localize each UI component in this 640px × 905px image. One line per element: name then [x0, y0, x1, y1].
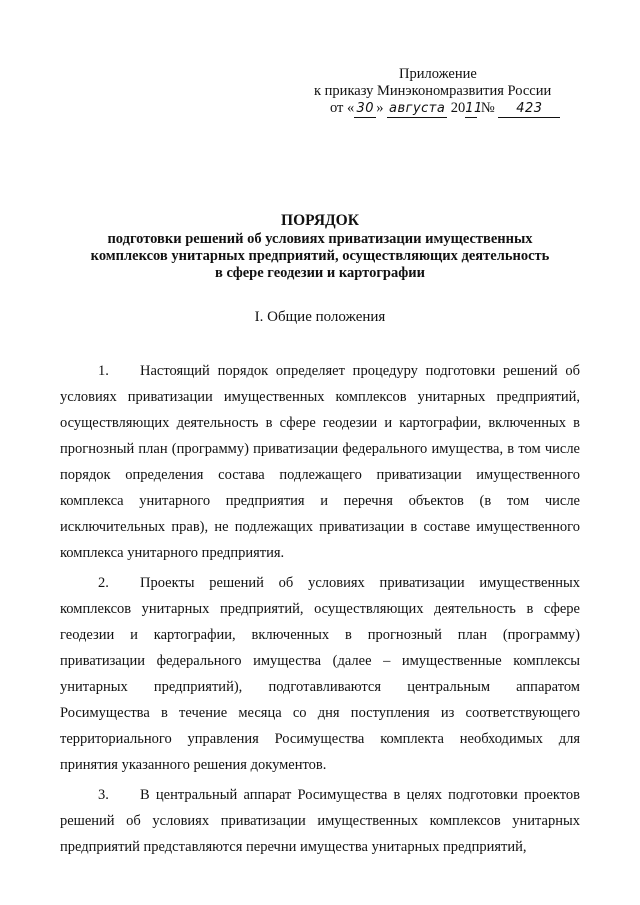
date-prefix: от «	[330, 100, 355, 116]
document-title: ПОРЯДОК	[281, 212, 359, 229]
paragraph	[60, 358, 580, 566]
document-title-block	[60, 212, 580, 282]
paragraph-text: В центральный аппарат Росимущества в целях подготовки проектов решений об условиях приватизации имущественных комплексов унитарных предприятий представляются перечни имущества унитарных предприятий,	[60, 787, 580, 855]
section-heading: I. Общие положения	[254, 309, 386, 325]
appendix-title: Приложение	[399, 66, 477, 82]
paragraph-text: Настоящий порядок определяет процедуру подготовки решений об условиях приватизации имущественных комплексов унитарных предприятий, осуществляющих деятельность в сфере геодезии и картографии, включенных в прогнозный план (программу) приватизации федерального имущества, в том числе порядок определения состава подлежащего приватизации имущественного комплекса унитарного предприятия и перечня объектов (в том числе исключительных прав), не подлежащих приватизации в составе имущественного комплекса унитарного предприятия.	[60, 363, 580, 561]
document-body	[60, 358, 580, 864]
handwritten-day: 30	[354, 100, 376, 118]
number-label: №	[480, 100, 495, 116]
handwritten-order-number: 423	[498, 100, 560, 118]
paragraph	[60, 782, 580, 860]
document-subtitle-line-3: в сфере геодезии и картографии	[215, 265, 425, 281]
handwritten-month: августа	[388, 101, 446, 116]
appendix-header	[300, 66, 580, 118]
appendix-order-reference: к приказу Минэкономразвития России	[314, 83, 552, 99]
paragraph-text: Проекты решений об условиях приватизации имущественных комплексов унитарных предприятий, осуществляющих деятельность в сфере геодезии и картографии, включенных в прогнозный план (программу) приватизации федерального имущества (далее – имущественные комплексы унитарных предприятий), подготавливаются центральным аппаратом Росимущества в течение месяца со дня поступления из соответствующего территориального управления Росимущества комплекта необходимых для принятия указанного решения документов.	[60, 575, 580, 773]
document-subtitle-line-1: подготовки решений об условиях приватизации имущественных	[107, 231, 533, 247]
paragraph-number: 2.	[98, 575, 109, 591]
paragraph-number: 3.	[98, 787, 109, 803]
paragraph	[60, 570, 580, 778]
document-subtitle-line-2: комплексов унитарных предприятий, осуществляющих деятельность	[90, 248, 550, 264]
date-day-close: »	[376, 100, 384, 116]
year-prefix: 20	[450, 100, 466, 116]
paragraph-number: 1.	[98, 363, 109, 379]
appendix-date-line	[300, 100, 580, 118]
handwritten-year: 11	[465, 101, 483, 116]
